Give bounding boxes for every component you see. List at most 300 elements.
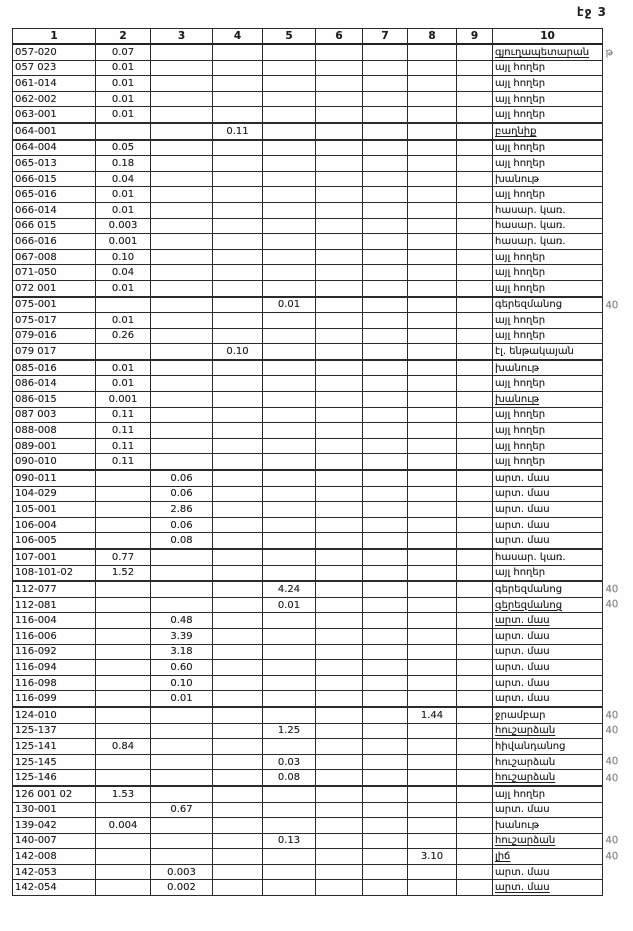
cell-area-value <box>457 707 493 723</box>
cell-land-use: ջրամբար <box>493 707 603 723</box>
table-row <box>13 864 633 880</box>
cell-parcel-code: 066-014 <box>13 202 96 218</box>
table-row <box>13 313 633 329</box>
margin-note <box>602 785 633 802</box>
cell-area-value <box>213 376 263 392</box>
margin-note: 40 <box>604 835 618 847</box>
cell-area-value <box>213 265 263 281</box>
cell-area-value <box>457 613 493 629</box>
cell-area-value: 0.11 <box>96 454 151 470</box>
cell-area-value <box>263 328 316 344</box>
cell-area-value <box>363 597 408 613</box>
cell-area-value <box>151 76 213 92</box>
land-use-label: գերեզմանոց <box>495 599 563 611</box>
cell-area-value <box>363 171 408 187</box>
cell-area-value <box>408 502 457 518</box>
cell-parcel-code: 104-029 <box>13 486 96 502</box>
table-row <box>13 91 633 107</box>
cell-area-value <box>363 470 408 486</box>
table-row <box>13 392 633 408</box>
cell-area-value <box>363 107 408 123</box>
margin-note <box>602 532 633 549</box>
cell-area-value <box>316 344 363 360</box>
cell-area-value: 0.002 <box>151 880 213 896</box>
cell-area-value <box>213 156 263 172</box>
cell-area-value: 1.53 <box>96 786 151 802</box>
cell-area-value <box>96 833 151 849</box>
cell-area-value <box>457 849 493 865</box>
cell-area-value <box>263 249 316 265</box>
cell-area-value <box>316 249 363 265</box>
cell-area-value <box>151 707 213 723</box>
cell-area-value <box>213 218 263 234</box>
column-header: 4 <box>213 29 263 45</box>
cell-land-use: հուշարձան <box>493 754 603 770</box>
cell-area-value <box>96 770 151 786</box>
cell-area-value <box>213 581 263 597</box>
cell-area-value <box>316 581 363 597</box>
cell-area-value <box>213 565 263 581</box>
cell-land-use: այլ հողեր <box>493 249 603 265</box>
cell-area-value <box>263 739 316 755</box>
cell-area-value: 0.06 <box>151 517 213 533</box>
cell-area-value <box>213 171 263 187</box>
cell-parcel-code: 063-001 <box>13 107 96 123</box>
cell-area-value <box>151 786 213 802</box>
cell-parcel-code: 130-001 <box>13 802 96 818</box>
cell-area-value <box>457 833 493 849</box>
table-row <box>13 770 633 786</box>
cell-parcel-code: 142-008 <box>13 849 96 865</box>
cell-area-value <box>213 644 263 660</box>
cell-area-value <box>213 423 263 439</box>
cell-area-value <box>363 123 408 140</box>
table-row <box>13 723 633 739</box>
cell-area-value <box>363 392 408 408</box>
cell-area-value <box>408 76 457 92</box>
table-row <box>13 280 633 296</box>
margin-note <box>602 548 633 565</box>
table-row <box>13 818 633 834</box>
cell-area-value <box>457 140 493 156</box>
cell-area-value <box>213 76 263 92</box>
cell-area-value: 3.39 <box>151 628 213 644</box>
cell-area-value <box>457 660 493 676</box>
cell-area-value: 0.01 <box>263 297 316 313</box>
cell-area-value <box>96 880 151 896</box>
table-row <box>13 849 633 865</box>
cell-area-value <box>457 76 493 92</box>
cell-area-value <box>408 549 457 565</box>
cell-area-value: 3.18 <box>151 644 213 660</box>
cell-parcel-code: 116-099 <box>13 691 96 707</box>
table-row <box>13 76 633 92</box>
cell-parcel-code: 057-020 <box>13 44 96 60</box>
table-row <box>13 265 633 281</box>
cell-land-use: այլ հողեր <box>493 156 603 172</box>
cell-area-value <box>213 628 263 644</box>
cell-area-value: 0.06 <box>151 470 213 486</box>
margin-note <box>602 359 633 376</box>
cell-area-value <box>316 91 363 107</box>
table-row <box>13 517 633 533</box>
cell-area-value <box>457 675 493 691</box>
table-body <box>13 44 633 896</box>
cell-area-value <box>316 770 363 786</box>
cell-parcel-code: 112-081 <box>13 597 96 613</box>
header-row <box>13 29 633 45</box>
cell-area-value <box>96 123 151 140</box>
cell-area-value <box>316 628 363 644</box>
cell-area-value <box>363 691 408 707</box>
cell-area-value: 3.10 <box>408 849 457 865</box>
cell-area-value <box>363 407 408 423</box>
cell-area-value <box>316 833 363 849</box>
cell-area-value <box>263 60 316 76</box>
cell-area-value <box>457 486 493 502</box>
cell-land-use: այլ հողեր <box>493 423 603 439</box>
cell-area-value <box>408 328 457 344</box>
cell-area-value <box>151 360 213 376</box>
margin-note <box>602 233 633 250</box>
cell-area-value <box>151 454 213 470</box>
cell-area-value <box>408 833 457 849</box>
table-row <box>13 533 633 549</box>
margin-note <box>602 864 633 881</box>
margin-note <box>602 517 633 534</box>
table-row <box>13 140 633 156</box>
cell-area-value <box>457 864 493 880</box>
cell-area-value <box>316 140 363 156</box>
cell-area-value <box>213 297 263 313</box>
cell-land-use: արտ. մաս <box>493 486 603 502</box>
cell-area-value <box>457 123 493 140</box>
cell-area-value <box>457 818 493 834</box>
cell-area-value <box>263 280 316 296</box>
table-row <box>13 739 633 755</box>
cell-area-value <box>363 754 408 770</box>
cell-area-value <box>316 502 363 518</box>
cell-area-value: 0.01 <box>263 597 316 613</box>
cell-area-value <box>363 833 408 849</box>
table-row <box>13 644 633 660</box>
cell-area-value: 0.004 <box>96 818 151 834</box>
cell-parcel-code: 086-014 <box>13 376 96 392</box>
cell-area-value <box>363 675 408 691</box>
cell-area-value <box>213 234 263 250</box>
cell-area-value <box>213 60 263 76</box>
cell-area-value <box>316 60 363 76</box>
cell-area-value <box>151 549 213 565</box>
table-row <box>13 156 633 172</box>
cell-area-value <box>96 864 151 880</box>
cell-area-value <box>316 691 363 707</box>
cell-area-value <box>263 44 316 60</box>
table-row <box>13 407 633 423</box>
cell-area-value <box>316 565 363 581</box>
cell-area-value <box>263 517 316 533</box>
cell-area-value <box>363 818 408 834</box>
cell-area-value <box>263 628 316 644</box>
cell-area-value <box>457 91 493 107</box>
cell-area-value <box>363 234 408 250</box>
table-row <box>13 470 633 486</box>
cell-area-value <box>263 140 316 156</box>
cell-area-value <box>457 44 493 60</box>
land-use-label: հուշարձան <box>495 835 556 847</box>
cell-area-value <box>96 849 151 865</box>
cell-area-value <box>213 313 263 329</box>
cell-land-use: արտ. մաս <box>493 675 603 691</box>
cell-area-value <box>457 739 493 755</box>
cell-area-value <box>457 880 493 896</box>
cell-area-value <box>457 454 493 470</box>
table-row <box>13 344 633 360</box>
cell-land-use: հասար. կառ. <box>493 202 603 218</box>
cell-parcel-code: 064-004 <box>13 140 96 156</box>
cell-area-value <box>316 44 363 60</box>
cell-land-use <box>493 613 603 629</box>
cell-area-value <box>151 218 213 234</box>
cell-area-value <box>151 123 213 140</box>
table-row <box>13 123 633 140</box>
cell-area-value <box>316 76 363 92</box>
cell-area-value <box>263 802 316 818</box>
cell-area-value <box>213 202 263 218</box>
cell-area-value <box>151 754 213 770</box>
cell-area-value: 0.08 <box>263 770 316 786</box>
cell-area-value <box>213 707 263 723</box>
cell-area-value <box>408 754 457 770</box>
cell-area-value <box>408 438 457 454</box>
cell-parcel-code: 125-146 <box>13 770 96 786</box>
table-row <box>13 60 633 76</box>
margin-note <box>602 106 633 123</box>
table-row <box>13 202 633 218</box>
cell-area-value <box>263 360 316 376</box>
cell-area-value <box>213 675 263 691</box>
cell-area-value: 0.04 <box>96 265 151 281</box>
cell-area-value <box>457 265 493 281</box>
cell-area-value <box>151 140 213 156</box>
cell-area-value <box>457 280 493 296</box>
column-header: 2 <box>96 29 151 45</box>
cell-parcel-code: 087 003 <box>13 407 96 423</box>
cell-area-value <box>263 107 316 123</box>
cell-area-value <box>363 423 408 439</box>
cell-area-value: 0.06 <box>151 486 213 502</box>
cell-area-value <box>213 754 263 770</box>
cell-area-value <box>316 675 363 691</box>
cell-area-value <box>363 140 408 156</box>
table-row <box>13 880 633 896</box>
cell-area-value <box>316 486 363 502</box>
cell-area-value <box>151 818 213 834</box>
margin-note <box>602 438 633 455</box>
cell-area-value <box>457 691 493 707</box>
cell-land-use: այլ հողեր <box>493 438 603 454</box>
cell-area-value <box>151 249 213 265</box>
cell-area-value <box>263 502 316 518</box>
land-use-label: արտ. մաս <box>495 615 550 627</box>
cell-land-use <box>493 770 603 786</box>
cell-land-use: այլ հողեր <box>493 280 603 296</box>
cell-parcel-code: 140-007 <box>13 833 96 849</box>
cell-area-value <box>96 581 151 597</box>
table-row <box>13 171 633 187</box>
land-use-label: լիճ <box>495 851 511 863</box>
cell-parcel-code: 106-005 <box>13 533 96 549</box>
cell-area-value <box>263 707 316 723</box>
cell-area-value <box>151 376 213 392</box>
cell-area-value: 0.01 <box>96 91 151 107</box>
cell-area-value <box>457 502 493 518</box>
cell-area-value: 0.77 <box>96 549 151 565</box>
cell-area-value <box>151 60 213 76</box>
cell-area-value <box>316 454 363 470</box>
cell-parcel-code: 066 015 <box>13 218 96 234</box>
cell-parcel-code: 062-002 <box>13 91 96 107</box>
cell-area-value <box>213 249 263 265</box>
cell-area-value <box>457 234 493 250</box>
cell-land-use <box>493 880 603 896</box>
cell-land-use: արտ. մաս <box>493 533 603 549</box>
cell-area-value <box>408 818 457 834</box>
cell-area-value <box>363 533 408 549</box>
cell-area-value <box>213 802 263 818</box>
cell-parcel-code: 106-004 <box>13 517 96 533</box>
cell-parcel-code: 089-001 <box>13 438 96 454</box>
table-row <box>13 438 633 454</box>
cell-area-value <box>263 313 316 329</box>
table-row <box>13 660 633 676</box>
table-row <box>13 581 633 597</box>
cell-area-value <box>96 533 151 549</box>
column-header: 1 <box>13 29 96 45</box>
cell-area-value <box>408 140 457 156</box>
cell-land-use: արտ. մաս <box>493 470 603 486</box>
margin-note <box>602 690 633 707</box>
table-row <box>13 234 633 250</box>
cell-area-value <box>408 376 457 392</box>
cell-area-value <box>316 297 363 313</box>
cell-area-value <box>263 660 316 676</box>
cell-area-value <box>316 470 363 486</box>
cell-area-value <box>213 280 263 296</box>
cell-land-use: էլ. ենթակայան <box>493 344 603 360</box>
cell-area-value <box>408 486 457 502</box>
table-row <box>13 613 633 629</box>
cell-area-value <box>363 202 408 218</box>
cell-area-value <box>263 156 316 172</box>
table-row <box>13 297 633 313</box>
cell-land-use: հասար. կառ. <box>493 218 603 234</box>
cell-area-value: 0.01 <box>96 187 151 203</box>
cell-area-value: 0.01 <box>96 107 151 123</box>
margin-note <box>602 202 633 219</box>
cell-area-value <box>151 234 213 250</box>
cell-area-value <box>316 265 363 281</box>
cell-area-value <box>408 407 457 423</box>
table-row <box>13 502 633 518</box>
margin-note <box>602 343 633 360</box>
cell-area-value <box>408 454 457 470</box>
cell-parcel-code: 090-011 <box>13 470 96 486</box>
cell-area-value <box>457 392 493 408</box>
cell-area-value <box>408 280 457 296</box>
cell-area-value <box>316 549 363 565</box>
cell-area-value <box>363 628 408 644</box>
table-row <box>13 486 633 502</box>
land-use-label: հուշարձան <box>495 772 556 784</box>
cell-area-value <box>316 864 363 880</box>
cell-area-value <box>316 644 363 660</box>
cell-area-value <box>151 565 213 581</box>
cell-area-value <box>408 565 457 581</box>
cell-land-use: գերեզմանոց <box>493 297 603 313</box>
cell-land-use: այլ հողեր <box>493 328 603 344</box>
cell-area-value <box>263 533 316 549</box>
cell-area-value <box>316 707 363 723</box>
cell-area-value <box>363 770 408 786</box>
cell-area-value <box>408 171 457 187</box>
cell-area-value <box>213 833 263 849</box>
cell-area-value <box>457 376 493 392</box>
cell-land-use: արտ. մաս <box>493 691 603 707</box>
cell-area-value <box>457 360 493 376</box>
cell-area-value <box>151 833 213 849</box>
table-row <box>13 360 633 376</box>
margin-note <box>602 470 633 487</box>
page-number: էջ 3 <box>576 5 607 19</box>
cell-parcel-code: 142-053 <box>13 864 96 880</box>
cell-area-value <box>316 234 363 250</box>
cell-area-value <box>151 44 213 60</box>
cell-area-value <box>408 392 457 408</box>
cell-area-value <box>96 517 151 533</box>
margin-note <box>602 628 633 645</box>
cell-parcel-code: 064-001 <box>13 123 96 140</box>
cell-area-value <box>363 786 408 802</box>
cell-area-value: 0.003 <box>151 864 213 880</box>
cell-area-value <box>96 644 151 660</box>
cell-area-value <box>408 123 457 140</box>
land-use-label: հուշարձան <box>495 725 556 737</box>
margin-note <box>602 659 633 676</box>
land-use-label: գյուղապետարան <box>495 46 590 58</box>
cell-area-value <box>363 344 408 360</box>
cell-area-value <box>263 423 316 439</box>
margin-note <box>602 91 633 108</box>
cell-area-value <box>151 581 213 597</box>
cell-area-value <box>151 202 213 218</box>
cell-area-value <box>408 470 457 486</box>
cell-area-value <box>151 423 213 439</box>
cell-area-value <box>151 171 213 187</box>
cell-area-value <box>151 156 213 172</box>
cell-area-value <box>263 123 316 140</box>
margin-note <box>602 675 633 692</box>
cell-land-use: արտ. մաս <box>493 502 603 518</box>
cell-area-value: 0.10 <box>213 344 263 360</box>
cell-land-use: այլ հողեր <box>493 265 603 281</box>
cell-area-value <box>408 297 457 313</box>
cell-area-value <box>96 707 151 723</box>
cell-area-value <box>457 517 493 533</box>
column-header: 3 <box>151 29 213 45</box>
margin-note <box>602 501 633 518</box>
margin-note <box>602 612 633 629</box>
